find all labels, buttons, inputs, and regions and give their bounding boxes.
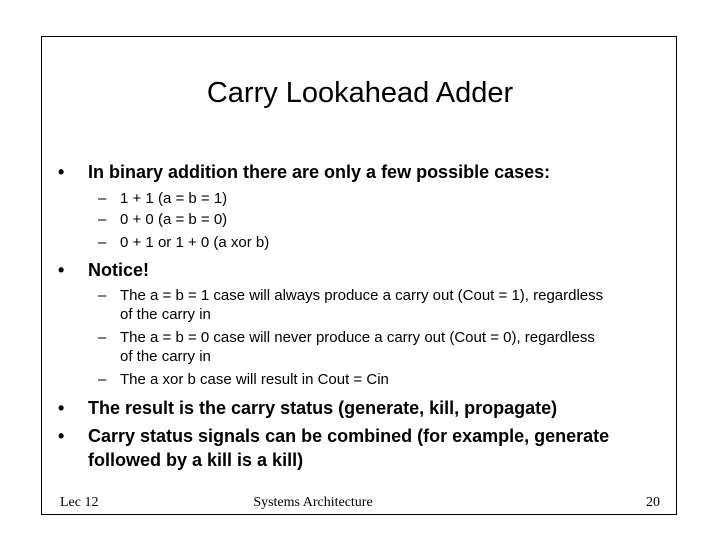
- bullet-text: followed by a kill is a kill): [88, 450, 304, 470]
- slide-title: Carry Lookahead Adder: [206, 77, 514, 109]
- dash-icon: –: [98, 329, 107, 346]
- sub-bullet-text: 0 + 0 (a = b = 0): [120, 211, 228, 228]
- dash-icon: –: [98, 211, 107, 228]
- sub-bullet-text: 0 + 1 or 1 + 0 (a xor b): [120, 234, 270, 251]
- dash-icon: –: [98, 371, 107, 388]
- bullet-text: Carry status signals can be combined (for example, generate: [88, 426, 610, 446]
- dash-icon: –: [98, 190, 107, 207]
- footer-course: Systems Architecture: [253, 495, 373, 510]
- sub-bullet-text: of the carry in: [120, 348, 211, 365]
- bullet-icon: •: [58, 260, 65, 280]
- bullet-icon: •: [58, 398, 65, 418]
- sub-bullet-text: The a xor b case will result in Cout = Cin: [120, 371, 389, 388]
- bullet-text: In binary addition there are only a few possible cases:: [88, 162, 551, 182]
- sub-bullet-text: The a = b = 1 case will always produce a carry out (Cout = 1), regardless: [120, 287, 604, 304]
- sub-bullet-text: of the carry in: [120, 306, 211, 323]
- bullet-icon: •: [58, 162, 65, 182]
- bullet-icon: •: [58, 426, 65, 446]
- bullet-text: The result is the carry status (generate, kill, propagate): [88, 398, 558, 418]
- dash-icon: –: [98, 287, 107, 304]
- bullet-text: Notice!: [88, 260, 150, 280]
- dash-icon: –: [98, 234, 107, 251]
- footer-lecture: Lec 12: [60, 495, 99, 510]
- sub-bullet-text: 1 + 1 (a = b = 1): [120, 190, 228, 207]
- sub-bullet-text: The a = b = 0 case will never produce a carry out (Cout = 0), regardless: [120, 329, 595, 346]
- footer-page-number: 20: [646, 495, 660, 510]
